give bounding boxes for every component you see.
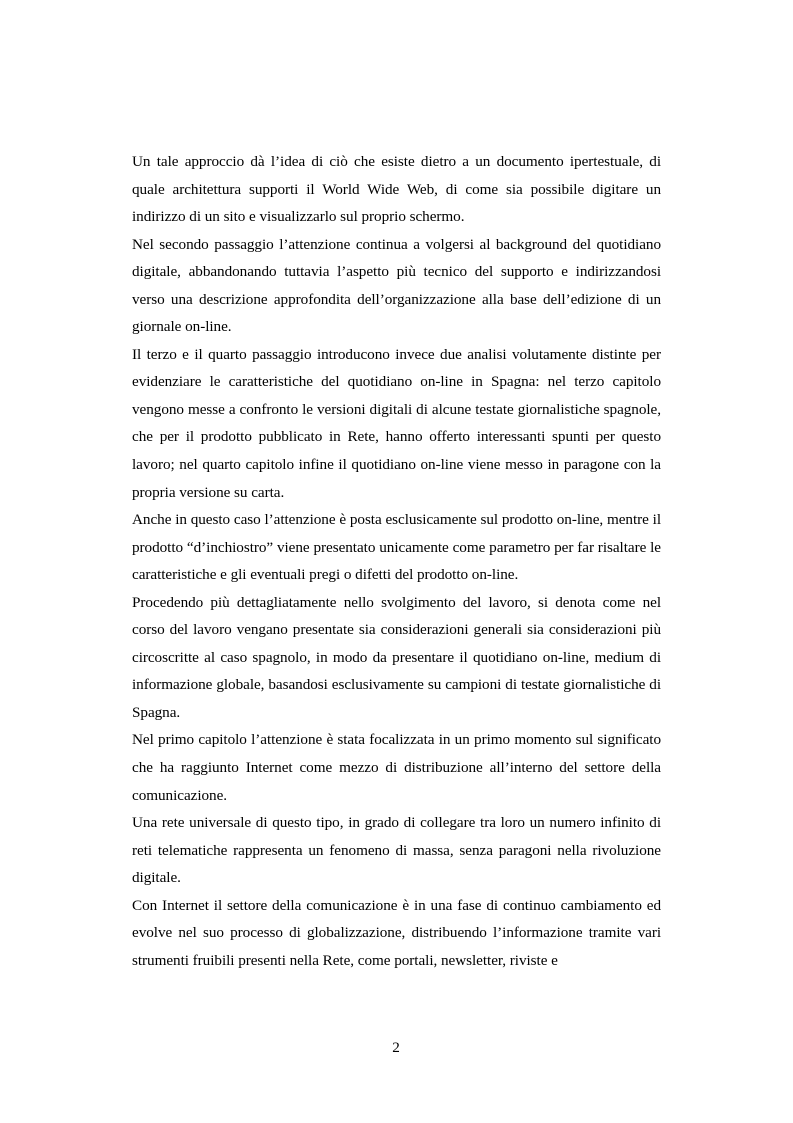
paragraph: Procedendo più dettagliatamente nello svolgimento del lavoro, si denota come nel corso del lavoro vengano presentate sia considerazioni generali sia considerazioni più circoscritte al caso spagnolo, in modo da presentare il quotidiano on-line, medium di informazione globale, basandosi esclusivamente su campioni di testate giornalistiche di Spagna.	[132, 593, 661, 721]
paragraph: Nel secondo passaggio l’attenzione continua a volgersi al background del quotidiano digitale, abbandonando tuttavia l’aspetto più tecnico del supporto e indirizzandosi verso una descrizione approfondita dell’organizzazione alla base dell’edizione di un giornale on-line.	[132, 235, 661, 336]
paragraph: Un tale approccio dà l’idea di ciò che esiste dietro a un documento ipertestuale, di quale architettura supporti il World Wide Web, di come sia possibile digitare un indirizzo di un sito e visualizzarlo sul proprio schermo.	[132, 153, 661, 226]
body-text	[132, 148, 661, 974]
paragraph: Nel primo capitolo l’attenzione è stata focalizzata in un primo momento sul significato che ha raggiunto Internet come mezzo di distribuzione all’interno del settore della comunicazione.	[132, 731, 661, 804]
paragraph: Una rete universale di questo tipo, in grado di collegare tra loro un numero infinito di reti telematiche rappresenta un fenomeno di massa, senza paragoni nella rivoluzione digitale.	[132, 814, 661, 887]
paragraph: Anche in questo caso l’attenzione è posta esclusicamente sul prodotto on-line, mentre il prodotto “d’inchiostro” viene presentato unicamente come parametro per far risaltare le caratteristiche e gli eventuali pregi o difetti del prodotto on-line.	[132, 511, 661, 584]
paragraph: Il terzo e il quarto passaggio introducono invece due analisi volutamente distinte per evidenziare le caratteristiche del quotidiano on-line in Spagna: nel terzo capitolo vengono messe a confronto le versioni digitali di alcune testate giornalistiche spagnole, che per il prodotto pubblicato in Rete, hanno offerto interessanti spunti per questo lavoro; nel quarto capitolo infine il quotidiano on-line viene messo in paragone con la propria versione su carta.	[132, 345, 661, 501]
page-number: 2	[392, 1039, 400, 1056]
paragraph: Con Internet il settore della comunicazione è in una fase di continuo cambiamento ed evolve nel suo processo di globalizzazione, distribuendo l’informazione tramite vari strumenti fruibili presenti nella Rete, come portali, newsletter, riviste e	[132, 896, 661, 969]
